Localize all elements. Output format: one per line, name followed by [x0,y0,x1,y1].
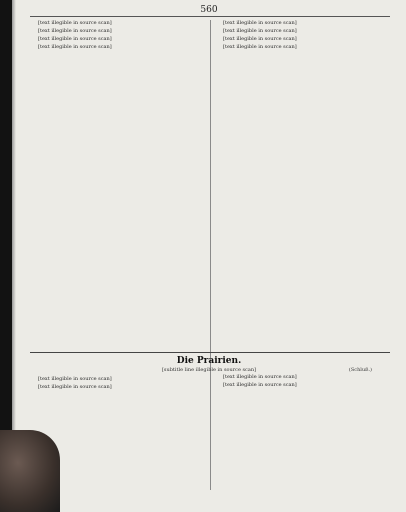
left-paragraph: [text illegible in source scan] [38,36,112,43]
left-paragraph: [text illegible in source scan] [38,28,112,35]
right-paragraph: [text illegible in source scan] [223,28,297,35]
bottom-right-column [217,374,390,490]
bottom-right-paragraph: [text illegible in source scan] [223,374,297,380]
left-paragraph: [text illegible in source scan] [38,44,112,51]
header-rule [30,16,390,17]
bottom-left-paragraph: [text illegible in source scan] [38,376,112,382]
right-paragraph: [text illegible in source scan] [223,44,297,51]
bottom-right-paragraph: [text illegible in source scan] [223,382,297,389]
section-subtitle: [subtitle line illegible in source scan] [161,367,257,373]
right-paragraph: [text illegible in source scan] [223,20,297,26]
right-column [217,20,390,350]
page-number: 560 [200,5,218,15]
column-divider [210,20,211,490]
section-note: (Schluß.) [348,367,372,373]
bottom-left-paragraph: [text illegible in source scan] [38,384,112,391]
left-paragraph: [text illegible in source scan] [38,20,112,26]
right-paragraph: [text illegible in source scan] [223,36,297,43]
thumb-in-frame [0,430,60,512]
scanned-page [12,0,406,512]
section-rule [30,352,390,353]
section-title: Die Prairien. [176,356,242,366]
